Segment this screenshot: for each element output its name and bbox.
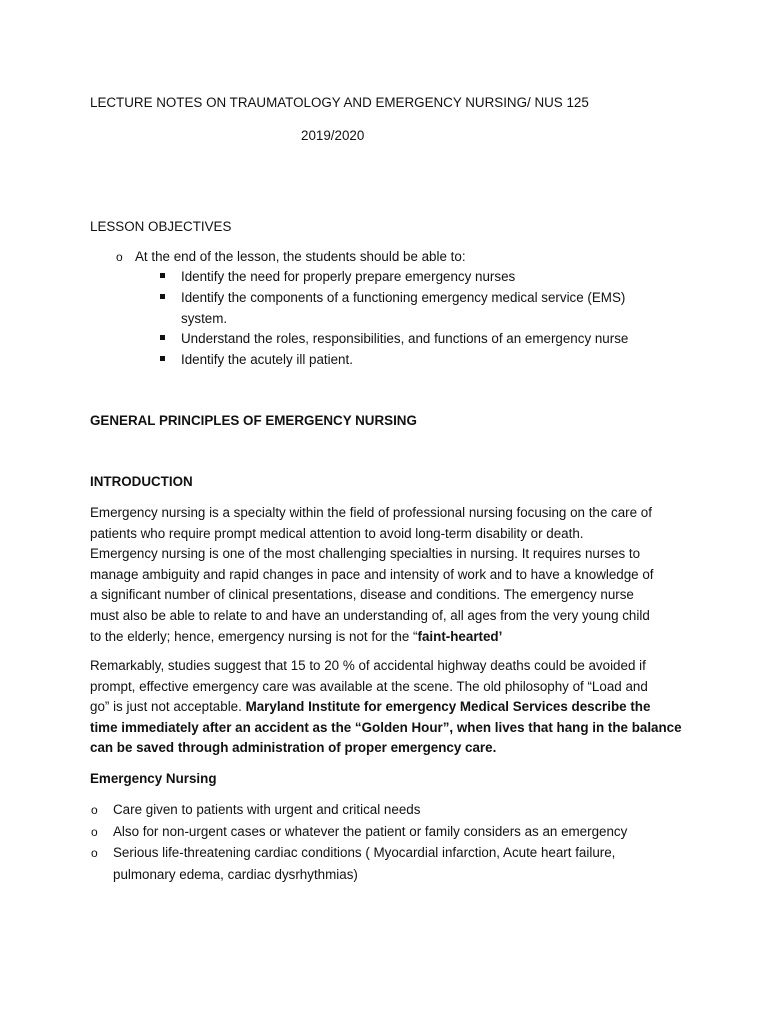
emergency-nursing-item: Care given to patients with urgent and critical needs <box>113 802 421 817</box>
paragraph-line: a significant number of clinical presentations, disease and conditions. The emergency nurse <box>90 587 634 603</box>
objectives-intro: At the end of the lesson, the students should be able to: <box>135 249 466 264</box>
objective-item-continuation: system. <box>181 311 228 326</box>
paragraph-text: to the elderly; hence, emergency nursing is not for the “ <box>90 628 418 644</box>
paragraph-line: manage ambiguity and rapid changes in pace and intensity of work and to have a knowledge of <box>90 566 654 582</box>
paragraph-line <box>90 627 690 648</box>
emergency-nursing-item: Also for non-urgent cases or whatever the patient or family considers as an emergency <box>113 824 628 839</box>
paragraph-line: patients who require prompt medical attention to avoid long-term disability or death. <box>90 525 584 541</box>
emergency-nursing-item-continuation: pulmonary edema, cardiac dysrhythmias) <box>113 867 358 882</box>
objective-item: Identify the acutely ill patient. <box>181 352 353 367</box>
circle-bullet-icon: o <box>91 846 98 860</box>
paragraph-line: prompt, effective emergency care was available at the scene. The old philosophy of “Load and <box>90 678 648 694</box>
academic-year: 2019/2020 <box>301 128 365 143</box>
paragraph-line: must also be able to relate to and have an understanding of, all ages from the very young child <box>90 607 650 623</box>
document-title: LECTURE NOTES ON TRAUMATOLOGY AND EMERGENCY NURSING/ NUS 125 <box>90 95 589 110</box>
paragraph-line: Emergency nursing is one of the most challenging specialties in nursing. It requires nurses to <box>90 546 641 562</box>
paragraph-line <box>90 697 690 718</box>
circle-bullet-icon: o <box>91 825 98 839</box>
circle-bullet-icon: o <box>91 803 98 817</box>
emergency-nursing-heading: Emergency Nursing <box>90 771 217 786</box>
emergency-nursing-item: Serious life-threatening cardiac conditions ( Myocardial infarction, Acute heart failure, <box>113 845 616 860</box>
introduction-paragraph-1 <box>90 503 690 647</box>
objective-item: Understand the roles, responsibilities, and functions of an emergency nurse <box>181 331 629 346</box>
paragraph-text: go” is just not acceptable. <box>90 699 246 715</box>
paragraph-line-bold: can be saved through administration of proper emergency care. <box>90 740 497 756</box>
square-bullet-icon <box>160 356 165 361</box>
square-bullet-icon <box>160 294 165 299</box>
faint-hearted-emphasis: faint-hearted’ <box>417 628 503 644</box>
golden-hour-emphasis: Maryland Institute for emergency Medical Services describe the <box>245 699 651 715</box>
square-bullet-icon <box>160 273 165 278</box>
section-heading-general-principles: GENERAL PRINCIPLES OF EMERGENCY NURSING <box>90 413 417 428</box>
introduction-paragraph-2 <box>90 656 690 759</box>
objective-item: Identify the components of a functioning emergency medical service (EMS) <box>181 290 626 305</box>
objectives-heading: LESSON OBJECTIVES <box>90 219 232 234</box>
objective-item: Identify the need for properly prepare emergency nurses <box>181 269 516 284</box>
paragraph-line: Remarkably, studies suggest that 15 to 20 % of accidental highway deaths could be avoided if <box>90 658 646 673</box>
paragraph-line: Emergency nursing is a specialty within the field of professional nursing focusing on the care of <box>90 505 652 520</box>
square-bullet-icon <box>160 335 165 340</box>
paragraph-line-bold: time immediately after an accident as the “Golden Hour”, when lives that hang in the balance <box>90 719 682 735</box>
circle-bullet-icon: o <box>116 250 123 264</box>
introduction-heading: INTRODUCTION <box>90 474 193 489</box>
